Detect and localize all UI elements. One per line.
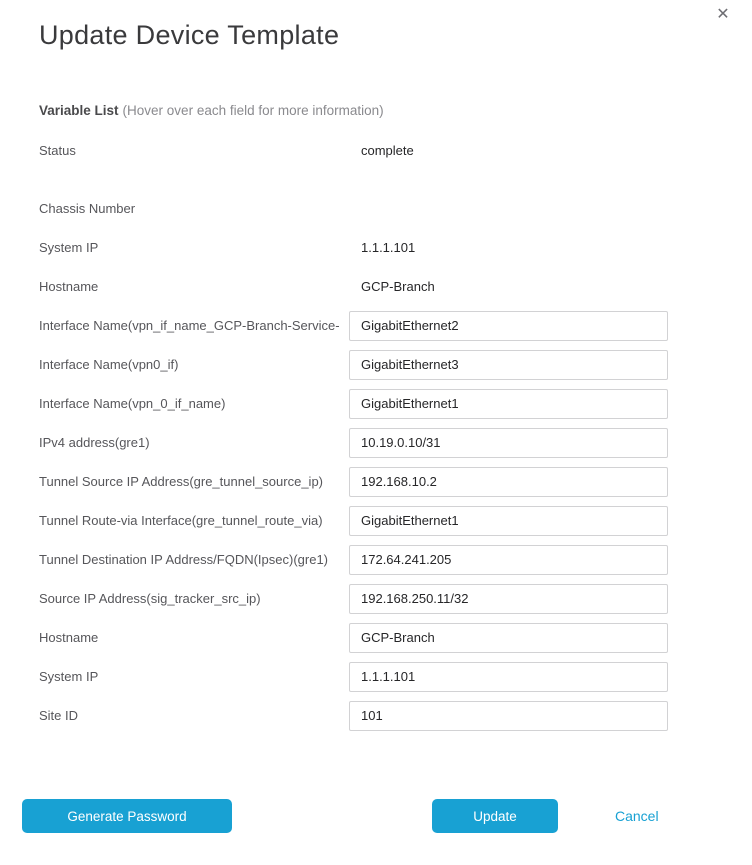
variable-list-heading: Variable List <box>39 103 119 118</box>
field-label: Site ID <box>39 708 79 723</box>
field-row-tunnel-destination-ip <box>39 540 668 579</box>
field-label: System IP <box>39 669 99 684</box>
variable-list-header <box>39 103 384 118</box>
tunnel-route-via-input[interactable] <box>349 506 668 536</box>
field-label: Status <box>39 143 76 158</box>
site-id-input[interactable] <box>349 701 668 731</box>
field-label: Tunnel Source IP Address(gre_tunnel_source_ip) <box>39 474 324 489</box>
field-row-tunnel-source-ip <box>39 462 668 501</box>
field-label: Source IP Address(sig_tracker_src_ip) <box>39 591 261 606</box>
system-ip-input[interactable] <box>349 662 668 692</box>
ipv4-address-gre1-input[interactable] <box>349 428 668 458</box>
field-row-site-id <box>39 696 668 735</box>
field-value: complete <box>361 143 414 158</box>
field-label: Chassis Number <box>39 201 136 216</box>
update-button[interactable]: Update <box>432 799 558 833</box>
field-label: Hostname <box>39 279 99 294</box>
tunnel-source-ip-input[interactable] <box>349 467 668 497</box>
field-label: IPv4 address(gre1) <box>39 435 150 450</box>
field-row-system-ip-static <box>39 228 668 267</box>
field-label: Hostname <box>39 630 99 645</box>
interface-name-vpn0-if-input[interactable] <box>349 350 668 380</box>
field-value: GCP-Branch <box>361 279 435 294</box>
field-row-interface-name-vpn0-if <box>39 345 668 384</box>
field-row-interface-name-vpn-0-if-name <box>39 384 668 423</box>
page-title: Update Device Template <box>39 20 340 50</box>
variable-list <box>39 131 668 735</box>
field-row-source-ip-tracker <box>39 579 668 618</box>
field-label: Interface Name(vpn0_if) <box>39 357 179 372</box>
field-label: Tunnel Route-via Interface(gre_tunnel_route_via) <box>39 513 323 528</box>
field-row-status <box>39 131 668 170</box>
tunnel-destination-ip-input[interactable] <box>349 545 668 575</box>
modal-footer <box>22 799 663 833</box>
field-row-system-ip <box>39 657 668 696</box>
hostname-input[interactable] <box>349 623 668 653</box>
field-row-ipv4-address-gre1 <box>39 423 668 462</box>
interface-name-service-input[interactable] <box>349 311 668 341</box>
field-label: Interface Name(vpn_if_name_GCP-Branch-Service- <box>39 318 340 333</box>
field-value: 1.1.1.101 <box>361 240 416 255</box>
variable-list-hint: (Hover over each field for more information) <box>122 103 384 118</box>
field-row-tunnel-route-via <box>39 501 668 540</box>
field-row-hostname-static <box>39 267 668 306</box>
field-row-hostname <box>39 618 668 657</box>
source-ip-tracker-input[interactable] <box>349 584 668 614</box>
close-icon[interactable]: ✕ <box>713 5 733 25</box>
field-row-chassis-number <box>39 189 668 228</box>
cancel-button[interactable]: Cancel <box>615 808 659 824</box>
field-row-interface-name-service <box>39 306 668 345</box>
field-label: Tunnel Destination IP Address/FQDN(Ipsec)(gre1) <box>39 552 329 567</box>
field-label: System IP <box>39 240 99 255</box>
generate-password-button[interactable]: Generate Password <box>22 799 232 833</box>
interface-name-vpn-0-if-name-input[interactable] <box>349 389 668 419</box>
field-label: Interface Name(vpn_0_if_name) <box>39 396 226 411</box>
